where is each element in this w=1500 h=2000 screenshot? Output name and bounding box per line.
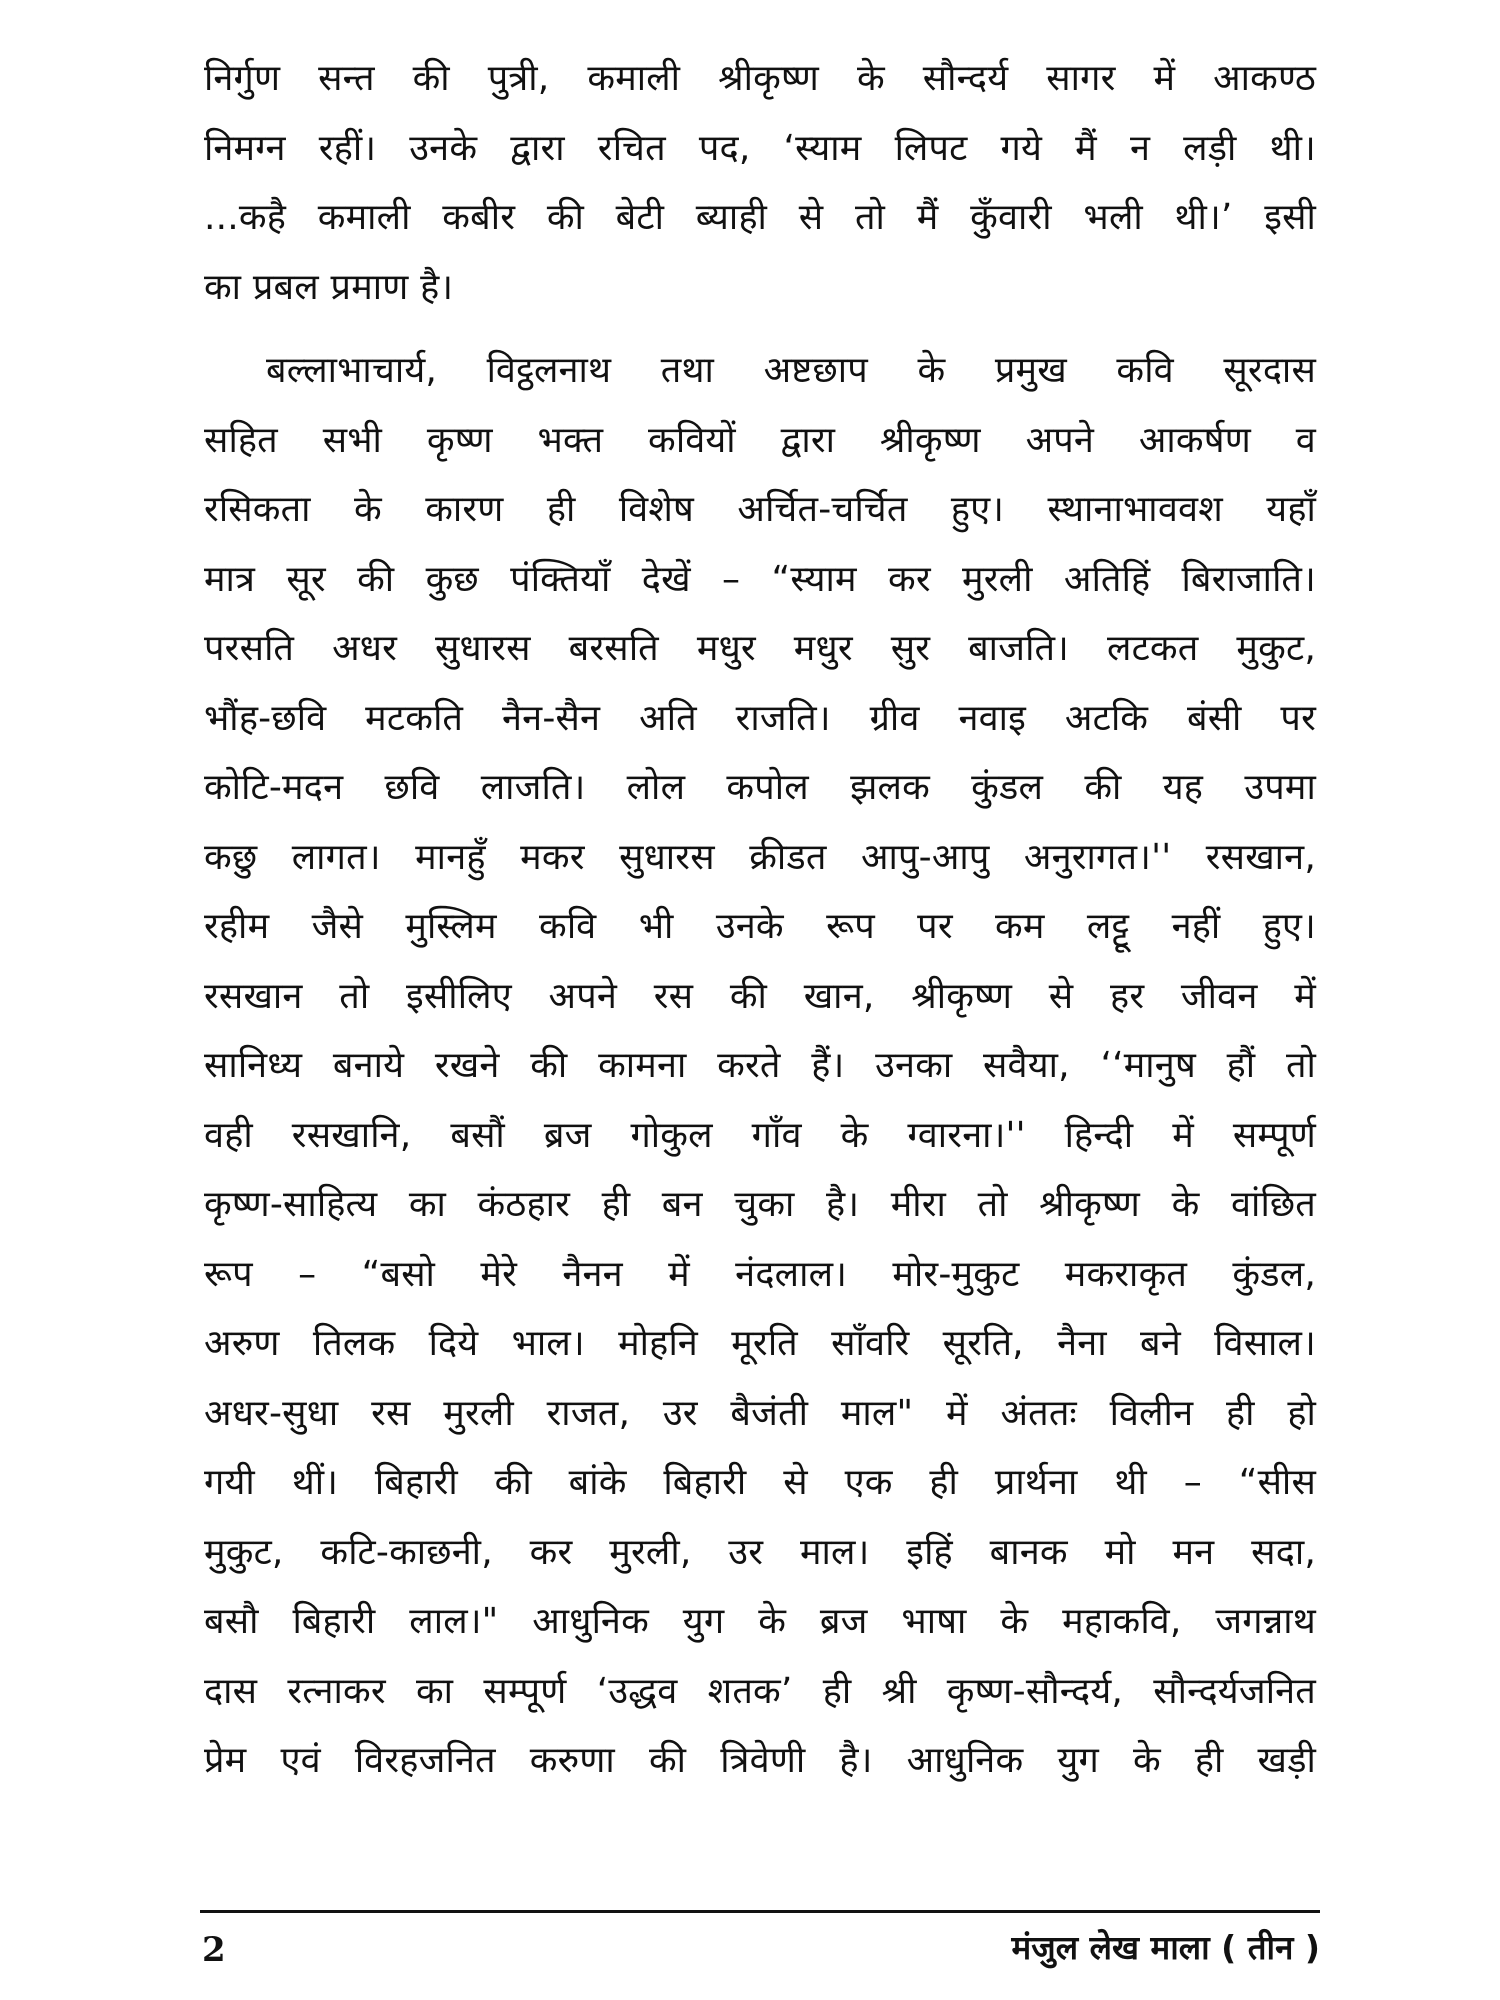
text-line: प्रेम एवं विरहजनित करुणा की त्रिवेणी है। आधुनिक युग के ही खड़ी (204, 1740, 1316, 1781)
text-line: निमग्न रहीं। उनके द्वारा रचित पद, ‘स्याम लिपट गये मैं न लड़ी थी। (204, 127, 1316, 169)
text-line: अधर-सुधा रस मुरली राजत, उर बैजंती माल" में अंततः विलीन ही हो (204, 1392, 1316, 1434)
series-title: मंजुल लेख माला ( तीन ) (1011, 1928, 1320, 1967)
text-line: बल्लाभाचार्य, विट्ठलनाथ तथा अष्टछाप के प्रमुख कवि सूरदास (266, 350, 1316, 391)
text-line: कृष्ण-साहित्य का कंठहार ही बन चुका है। मीरा तो श्रीकृष्ण के वांछित (204, 1184, 1316, 1225)
text-line: बसौ बिहारी लाल।" आधुनिक युग के ब्रज भाषा के महाकवि, जगन्नाथ (204, 1601, 1316, 1642)
paragraph-gap (204, 322, 1316, 336)
text-line: परसति अधर सुधारस बरसति मधुर मधुर सुर बाजति। लटकत मुकुट, (204, 628, 1316, 669)
paragraph (204, 336, 1316, 1796)
paragraph (204, 44, 1316, 322)
text-line: रसखान तो इसीलिए अपने रस की खान, श्रीकृष्ण से हर जीवन में (204, 975, 1316, 1017)
text-line: कोटि-मदन छवि लाजति। लोल कपोल झलक कुंडल की यह उपमा (204, 767, 1316, 808)
text-line: निर्गुण सन्त की पुत्री, कमाली श्रीकृष्ण के सौन्दर्य सागर में आकण्ठ (204, 58, 1316, 99)
text-line: दास रत्नाकर का सम्पूर्ण ‘उद्धव शतक’ ही श्री कृष्ण-सौन्दर्य, सौन्दर्यजनित (204, 1670, 1316, 1712)
text-line: रूप – “बसो मेरे नैनन में नंदलाल। मोर-मुकुट मकराकृत कुंडल, (204, 1253, 1316, 1295)
text-line: मात्र सूर की कुछ पंक्तियाँ देखें – “स्याम कर मुरली अतिहिं बिराजाति। (204, 558, 1316, 600)
text-line: रसिकता के कारण ही विशेष अर्चित-चर्चित हुए। स्थानाभाववश यहाँ (204, 489, 1316, 530)
text-line: का प्रबल प्रमाण है। (204, 266, 454, 308)
text-line: ...कहै कमाली कबीर की बेटी ब्याही से तो मैं कुँवारी भली थी।’ इसी (204, 197, 1316, 238)
text-line: सानिध्य बनाये रखने की कामना करते हैं। उनका सवैया, ‘‘मानुष हौं तो (204, 1045, 1316, 1086)
text-line: रहीम जैसे मुस्लिम कवि भी उनके रूप पर कम लट्टू नहीं हुए। (204, 906, 1316, 947)
text-line: भौंह-छवि मटकति नैन-सैन अति राजति। ग्रीव नवाइ अटकि बंसी पर (204, 697, 1316, 739)
page-number: 2 (202, 1930, 226, 1970)
text-line: गयी थीं। बिहारी की बांके बिहारी से एक ही प्रार्थना थी – “सीस (204, 1462, 1316, 1503)
footer-rule (200, 1910, 1320, 1913)
body-text (204, 44, 1316, 1796)
text-line: सहित सभी कृष्ण भक्त कवियों द्वारा श्रीकृष्ण अपने आकर्षण व (204, 419, 1316, 461)
text-line: कछु लागत। मानहुँ मकर सुधारस क्रीडत आपु-आपु अनुरागत।'' रसखान, (204, 836, 1316, 878)
text-line: वही रसखानि, बसौं ब्रज गोकुल गाँव के ग्वारना।'' हिन्दी में सम्पूर्ण (204, 1114, 1316, 1156)
text-line: अरुण तिलक दिये भाल। मोहनि मूरति साँवरि सूरति, नैना बने विसाल। (204, 1323, 1316, 1364)
text-line: मुकुट, कटि-काछनी, कर मुरली, उर माल। इहिं बानक मो मन सदा, (204, 1531, 1316, 1573)
